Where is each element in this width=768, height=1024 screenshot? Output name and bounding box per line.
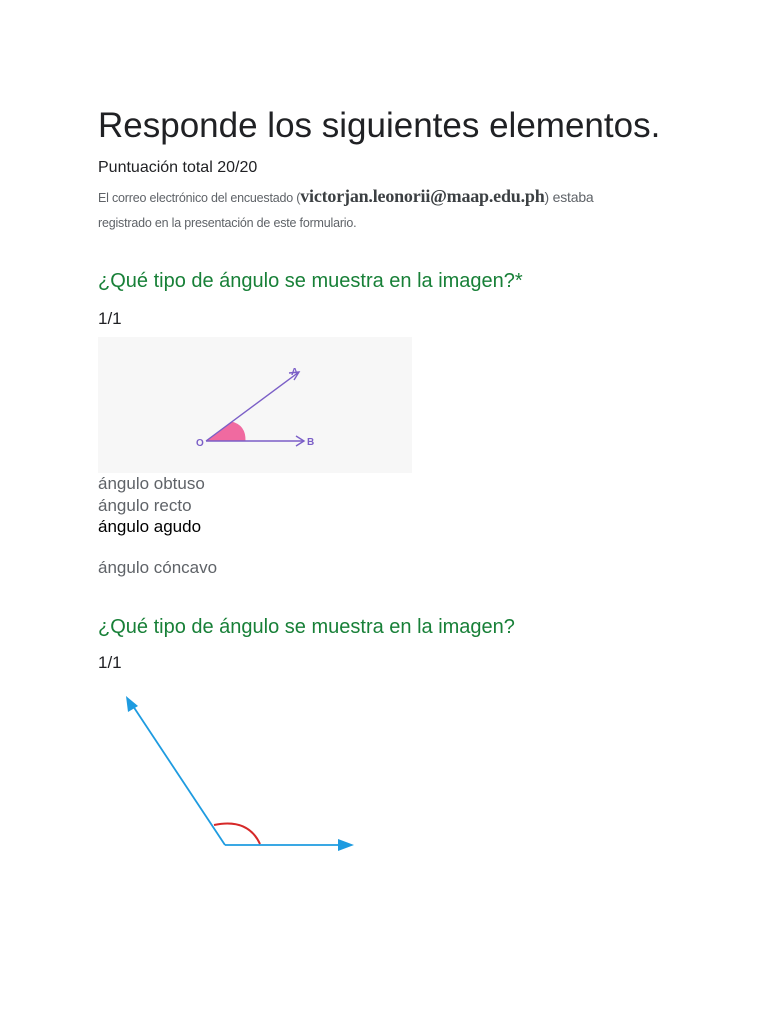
ray-b-label: B — [307, 437, 315, 448]
respondent-email-note — [98, 184, 658, 235]
ray-upper — [131, 703, 225, 845]
ray-a-label: A — [291, 367, 299, 378]
question-1-option[interactable]: ángulo recto — [98, 496, 192, 515]
question-2-image — [98, 690, 368, 860]
email-note-suffix: ) estaba — [544, 189, 594, 205]
question-1-title: ¿Qué tipo de ángulo se muestra en la imagen?* — [98, 270, 523, 292]
acute-angle-diagram — [98, 337, 412, 473]
angle-arc — [214, 824, 260, 844]
vertex-label: O — [196, 438, 204, 449]
respondent-email: victorjan.leonorii@maap.edu.ph — [300, 186, 545, 206]
ray-oa — [206, 372, 299, 441]
question-1-option-selected[interactable]: ángulo agudo — [98, 517, 202, 536]
email-note-suffix-line2: registrado en la presentación de este formulario. — [98, 216, 357, 230]
total-score: Puntuación total 20/20 — [98, 159, 258, 176]
question-1-image — [98, 337, 412, 473]
ray-lower-arrowhead — [338, 839, 354, 851]
question-1-option[interactable]: ángulo cóncavo — [98, 558, 218, 577]
email-note-prefix: El correo electrónico del encuestado ( — [98, 191, 301, 205]
form-title: Responde los siguientes elementos. — [98, 106, 661, 145]
question-1-points: 1/1 — [98, 309, 122, 328]
question-2-title: ¿Qué tipo de ángulo se muestra en la imagen? — [98, 616, 515, 638]
obtuse-angle-diagram — [98, 690, 368, 860]
question-2-points: 1/1 — [98, 653, 122, 672]
angle-fill — [206, 422, 246, 442]
question-1-option[interactable]: ángulo obtuso — [98, 474, 205, 493]
